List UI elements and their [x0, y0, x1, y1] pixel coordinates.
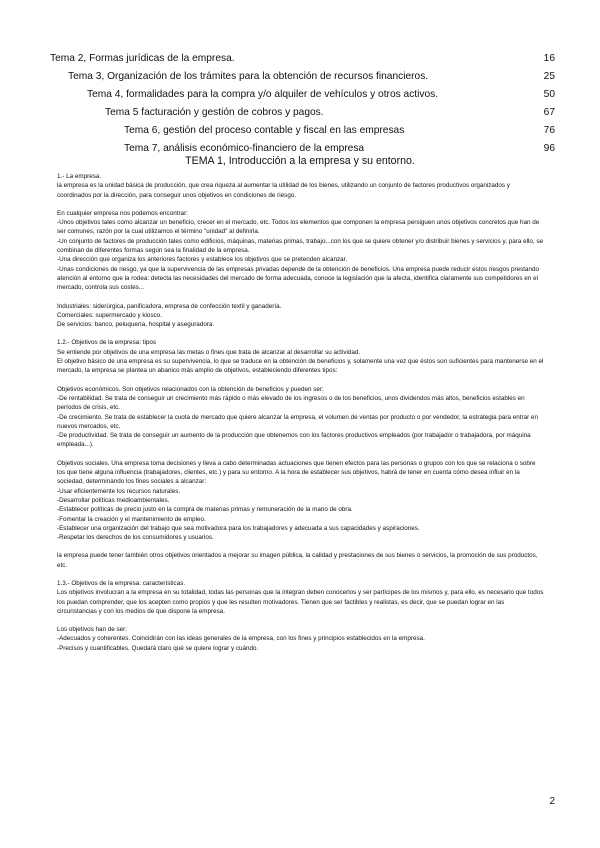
body-paragraph: -Unas condiciones de riesgo, ya que la supervivencia de las empresas privadas depende de la obtención de beneficios. Una empresa puede reducir estos riesgos prestando atención al entorno que la rodea: detecta las necesidades del mercado de forma adecuada, conoce la legislación que la afecta, identifica claramente sus competidores en el mercado, controla sus costes... — [57, 265, 540, 292]
body-paragraph: De servicios: banco, peluquería, hospital y aseguradora. — [57, 321, 215, 329]
paragraph-gap — [57, 542, 545, 551]
body-paragraph: -Unos objetivos tales como alcanzar un beneficio, crecer en el mercado, etc. Todos los elementos que componen la empresa persiguen unos objetivos concretos que han de ser comunes, razón por la cual utilizamos el término "unidad" al definirla. — [57, 219, 540, 236]
toc-entry-title: Tema 2, Formas jurídicas de la empresa. — [50, 53, 235, 64]
toc-entry-title: Tema 7, análisis económico-financiero de la empresa — [124, 143, 365, 154]
body-paragraph: Objetivos sociales. Una empresa toma decisiones y lleva a cabo determinadas actuaciones que tienen efectos para las personas o grupos con los que se relaciona o sobre los que tiene alguna influencia (trabajadores, clientes, etc.) y para su entorno. A la hora de establecer sus objetivos, habrá de tener en cuenta cómo desea influir en la sociedad, determinando los fines sociales a alcanzar: — [57, 459, 536, 486]
toc-entry-title: Tema 3, Organización de los trámites para la obtención de recursos financieros. — [68, 71, 429, 82]
body-paragraph: -Desarrollar políticas medioambientales. — [57, 496, 170, 504]
body-paragraph: -Establecer una organización del trabajo que sea motivadora para los trabajadores y adecuada a sus capacidades y aspiraciones. — [57, 524, 420, 532]
toc-entry-page: 25 — [543, 71, 555, 82]
paragraph-gap — [57, 329, 545, 338]
body-paragraph: En cualquier empresa nos podemos encontrar: — [57, 209, 188, 217]
body-paragraph: -Establecer políticas de precio justo en la compra de materias primas y remuneración de la mano de obra. — [57, 506, 353, 514]
paragraph-gap — [57, 200, 545, 209]
toc-entry-page: 67 — [543, 107, 555, 118]
body-paragraph: -Fomentar la creación y el mantenimiento de empleo. — [57, 515, 206, 523]
body-paragraph: -Respetar los derechos de los consumidores y usuarios. — [57, 534, 214, 542]
body-paragraph: la empresa puede tener también otros objetivos orientados a mejorar su imagen pública, la calidad y prestaciones de sus bienes o servicios, la promoción de sus productos, etc. — [57, 552, 538, 569]
toc-entry-title: Tema 6, gestión del proceso contable y fiscal en las empresas — [124, 125, 405, 136]
body-paragraph: -Usar eficientemente los recursos naturales. — [57, 487, 181, 495]
body-paragraph: 1.- La empresa. — [57, 173, 102, 180]
toc-entry[interactable] — [0, 86, 600, 104]
paragraph-gap — [57, 570, 545, 579]
body-paragraph: -Un conjunto de factores de producción tales como edificios, máquinas, materias primas, trabajo...con los que se quiere obtener y/o distribuir bienes y servicios y, para ello, se combinan de diferentes formas según sea la finalidad de la empresa. — [57, 237, 544, 255]
paragraph-gap — [57, 450, 545, 459]
document-body — [57, 172, 545, 653]
document-title: TEMA 1, Introducción a la empresa y su entorno. — [185, 155, 415, 167]
toc-entry[interactable] — [0, 104, 600, 122]
paragraph-gap — [57, 376, 545, 385]
body-paragraph: El objetivo básico de una empresa es su supervivencia, lo que se traduce en la obtención de beneficios y, solamente una vez que éstos son suficientes para mantenerse en el mercado, la empresa se plantea un abanico más amplio de objetivos, estableciendo diferentes tipos: — [57, 358, 544, 375]
body-paragraph: Comerciales: supermercado y kiosco. — [57, 311, 162, 319]
toc-entry-page: 16 — [543, 53, 555, 64]
table-of-contents — [0, 50, 600, 158]
toc-entry-title: Tema 5 facturación y gestión de cobros y pagos. — [105, 107, 324, 118]
toc-entry[interactable] — [0, 122, 600, 140]
body-paragraph: 1.3.- Objetivos de la empresa: características. — [57, 579, 186, 587]
toc-entry-page: 76 — [543, 125, 555, 136]
toc-entry-page: 50 — [543, 89, 555, 100]
paragraph-gap — [57, 293, 545, 302]
body-paragraph: Los objetivos han de ser: — [57, 626, 128, 634]
body-paragraph: -Precisos y cuantificables. Quedará claro qué se quiere lograr y cuándo. — [57, 644, 259, 652]
body-paragraph: -Una dirección que organiza los anteriores factores y establece los objetivos que se pretenden alcanzar. — [57, 256, 348, 264]
toc-entry-page: 96 — [543, 143, 555, 154]
toc-entry-title: Tema 4, formalidades para la compra y/o alquiler de vehículos y otros activos. — [87, 89, 439, 100]
paragraph-gap — [57, 616, 545, 625]
page-number: 2 — [549, 796, 555, 807]
body-paragraph: Objetivos económicos. Son objetivos relacionados con la obtención de beneficios y pueden ser: — [57, 385, 324, 393]
body-paragraph: -De rentabilidad. Se trata de conseguir un crecimiento más rápido o más elevado de los ingresos o de los beneficios, unos dividendos más altos, beneficios estables en períodos de crisis, etc. — [57, 394, 525, 412]
toc-entry[interactable] — [0, 68, 600, 86]
body-paragraph: Industriales: siderúrgica, panificadora, empresa de confección textil y ganadería. — [57, 302, 282, 310]
toc-entry[interactable] — [0, 50, 600, 68]
body-paragraph: Los objetivos involucran a la empresa en su totalidad, todas las personas que la integran deben conocerlos y ser partícipes de los mismos y, para ello, es necesario que todos los puedan comprender, que los acepten como propios y que les resulten motivadores. Tienen que ser factibles y realistas, es decir, que se puedan lograr en las circunstancias y con los medios de que dispone la empresa. — [57, 589, 544, 615]
body-paragraph: -Adecuados y coherentes. Coincidirán con las ideas generales de la empresa, con los fines y principios establecidos en la empresa. — [57, 635, 425, 643]
body-paragraph: Se entiende por objetivos de una empresa las metas o fines que trata de alcanzar al desarrollar su actividad. — [57, 348, 361, 356]
body-paragraph: -De crecimiento. Se trata de establecer la cuota de mercado que quiere alcanzar la empresa, el volumen de ventas por producto o por vendedor, la estrategia para entrar en nuevos mercados, etc. — [57, 413, 538, 430]
body-paragraph: la empresa es la unidad básica de producción, que crea riqueza al aumentar la utilidad de los bienes, utilizando un conjunto de factores productivos organizados y coordinados por la dirección, para conseguir unos objetivos en condiciones de riesgo. — [57, 182, 510, 199]
body-paragraph: -De productividad. Se trata de conseguir un aumento de la producción que obtenemos con los factores productivos empleados (por trabajador o trabajadora, por máquina empleada...). — [57, 432, 531, 449]
body-paragraph: 1.2.- Objetivos de la empresa: tipos — [57, 339, 157, 347]
